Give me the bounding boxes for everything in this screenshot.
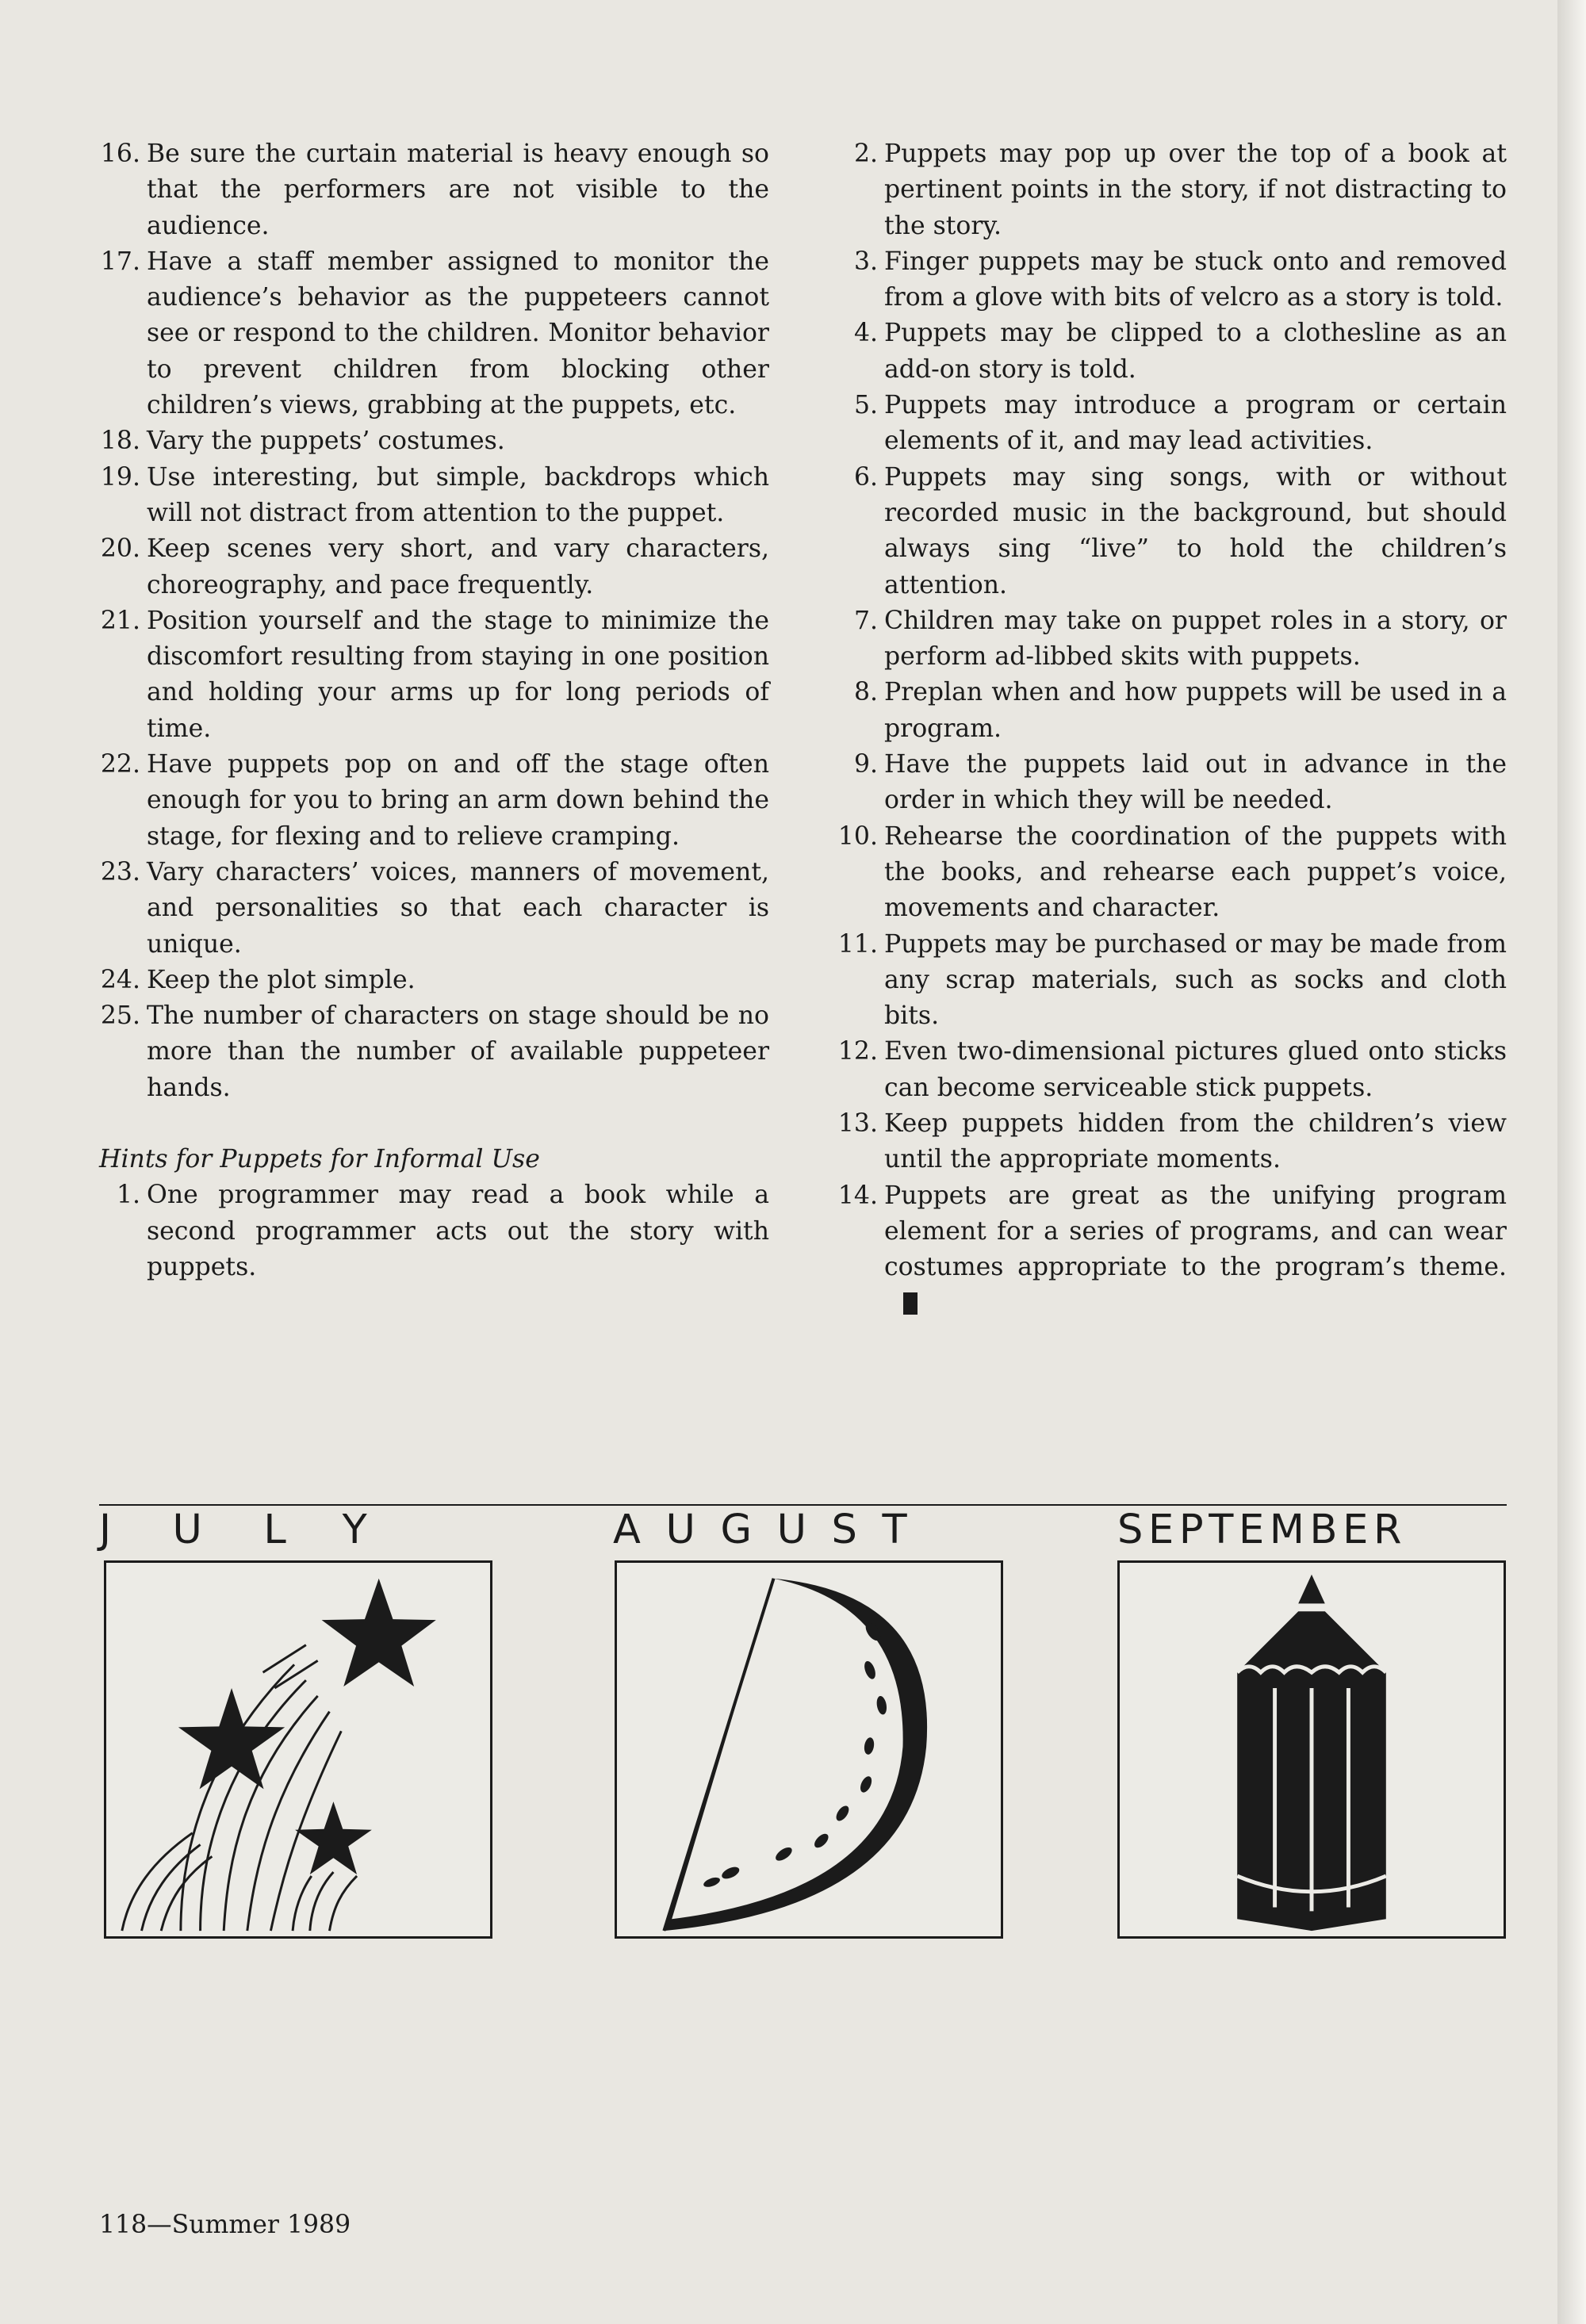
item-text: Have the puppets laid out in advance in the order in which they will be needed. — [884, 750, 1507, 815]
list-item — [837, 244, 1507, 316]
list-item — [837, 1106, 1507, 1178]
item-text: Vary characters’ voices, manners of movement, and personalities so that each character is unique. — [147, 857, 769, 959]
item-text: Vary the puppets’ costumes. — [147, 427, 505, 456]
item-number: 9. — [853, 750, 878, 779]
list-item — [99, 423, 769, 459]
item-number: 4. — [853, 319, 878, 348]
item-text: Rehearse the coordination of the puppets with the books, and rehearse each puppet’s voice, movements and character. — [884, 821, 1507, 923]
page-edge — [1557, 0, 1586, 2324]
pencil-icon — [1120, 1563, 1504, 1936]
list-item — [837, 747, 1507, 819]
item-number: 24. — [100, 965, 140, 994]
item-number: 22. — [100, 750, 140, 779]
item-text: Puppets may introduce a program or certain elements of it, and may lead activities. — [884, 391, 1507, 456]
item-number: 16. — [100, 140, 140, 168]
item-number: 21. — [100, 606, 140, 635]
item-number: 25. — [100, 1001, 140, 1031]
item-text: Position yourself and the stage to minimize the discomfort resulting from staying in one position and holding your arms up for long periods of time. — [147, 606, 769, 743]
item-text: Keep scenes very short, and vary characters, choreography, and pace frequently. — [147, 534, 769, 599]
list-item — [99, 747, 769, 855]
item-number: 23. — [100, 857, 140, 886]
list-item — [837, 1034, 1507, 1106]
item-number: 6. — [853, 462, 878, 492]
list-item — [99, 460, 769, 532]
item-text: Keep the plot simple. — [147, 965, 416, 994]
list-item — [99, 998, 769, 1106]
list-item — [99, 855, 769, 963]
month-label-july: JULY — [99, 1507, 429, 1553]
informal-use-list-continued — [837, 136, 1507, 1322]
september-clip-art — [1117, 1560, 1506, 1939]
august-clip-art — [615, 1560, 1003, 1939]
item-number: 17. — [100, 247, 140, 276]
july-clip-art — [104, 1560, 492, 1939]
item-text: Finger puppets may be stuck onto and removed from a glove with bits of velcro as a story is told. — [884, 247, 1507, 312]
item-number: 13. — [837, 1109, 878, 1139]
month-label-september: SEPTEMBER — [1117, 1507, 1408, 1553]
item-number: 20. — [100, 534, 140, 564]
item-number: 2. — [853, 140, 878, 168]
shooting-stars-icon — [106, 1563, 490, 1936]
page-footer: 118—Summer 1989 — [99, 2211, 351, 2239]
item-text: Be sure the curtain material is heavy enough so that the performers are not visible to the audience. — [147, 140, 769, 240]
item-text: Puppets may sing songs, with or without recorded music in the background, but should always sing “live” to hold the children’s attention. — [884, 462, 1507, 599]
list-item — [837, 460, 1507, 603]
informal-use-list — [99, 1177, 769, 1285]
list-item — [837, 388, 1507, 460]
puppet-hints-list — [99, 136, 769, 1106]
list-item — [837, 1178, 1507, 1322]
item-text: Keep puppets hidden from the children’s view until the appropriate moments. — [884, 1109, 1507, 1174]
item-number: 8. — [853, 678, 878, 707]
list-item — [837, 603, 1507, 676]
item-text: Puppets may be purchased or may be made from any scrap materials, such as socks and cloth bits. — [884, 929, 1507, 1031]
list-item — [99, 1177, 769, 1285]
item-text: Have puppets pop on and off the stage often enough for you to bring an arm down behind the stage, for flexing and to relieve cramping. — [147, 750, 769, 851]
list-item — [837, 819, 1507, 927]
item-text: Use interesting, but simple, backdrops which will not distract from attention to the puppet. — [147, 462, 769, 527]
item-text: Preplan when and how puppets will be used in a program. — [884, 678, 1507, 743]
month-label-august: AUGUST — [613, 1507, 933, 1553]
list-item — [837, 316, 1507, 388]
watermelon-slice-icon — [617, 1563, 1001, 1936]
end-of-article-mark — [903, 1292, 918, 1315]
list-item — [99, 136, 769, 244]
months-rule — [99, 1504, 1507, 1506]
item-text: Children may take on puppet roles in a story, or perform ad-libbed skits with puppets. — [884, 606, 1507, 672]
left-column — [99, 136, 769, 1285]
item-number: 1. — [116, 1181, 140, 1210]
item-text: Have a staff member assigned to monitor the audience’s behavior as the puppeteers cannot see or respond to the children. Monitor behavior to prevent children from blocking other children’s views, grabbing at the puppets, etc. — [147, 247, 769, 420]
item-text: Even two-dimensional pictures glued onto sticks can become serviceable stick puppets. — [884, 1037, 1507, 1102]
item-text: Puppets may be clipped to a clothesline as an add-on story is told. — [884, 319, 1507, 384]
item-number: 10. — [837, 821, 878, 851]
item-text: One programmer may read a book while a second programmer acts out the story with puppets. — [147, 1181, 769, 1281]
item-number: 3. — [853, 247, 878, 276]
item-number: 5. — [853, 391, 878, 420]
informal-use-heading: Hints for Puppets for Informal Use — [99, 1145, 540, 1174]
item-number: 14. — [837, 1181, 878, 1210]
item-number: 18. — [100, 427, 140, 456]
list-item — [99, 603, 769, 747]
list-item — [837, 136, 1507, 244]
item-number: 11. — [837, 929, 878, 959]
list-item — [99, 531, 769, 603]
list-item — [99, 244, 769, 423]
item-text: Puppets are great as the unifying program element for a series of programs, and can wear costumes appropriate to the program’s theme. — [884, 1181, 1507, 1282]
list-item — [837, 927, 1507, 1035]
item-number: 12. — [837, 1037, 878, 1066]
item-text: The number of characters on stage should be no more than the number of available puppeteer hands. — [147, 1001, 769, 1102]
list-item — [99, 963, 769, 998]
list-item — [837, 675, 1507, 747]
right-column — [837, 136, 1507, 1322]
item-number: 7. — [853, 606, 878, 635]
item-text: Puppets may pop up over the top of a book at pertinent points in the story, if not distracting to the story. — [884, 140, 1507, 240]
item-number: 19. — [100, 462, 140, 492]
